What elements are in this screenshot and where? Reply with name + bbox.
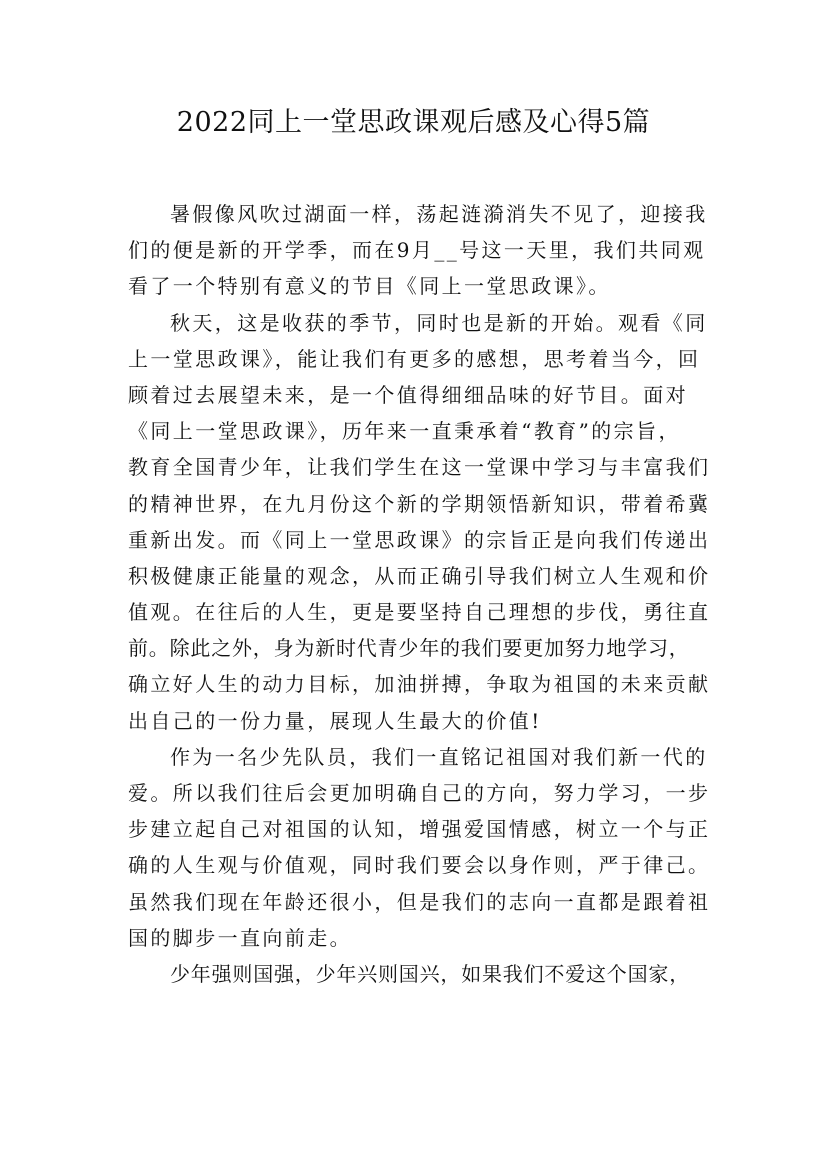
text-line: 确的人生观与价值观，同时我们要会以身作则，严于律己。 — [128, 853, 711, 878]
text-line: 教育全国青少年，让我们学生在这一堂课中学习与丰富我们 — [128, 455, 711, 480]
text-line: 值观。在往后的人生，更是要坚持自己理想的步伐，勇往直 — [128, 600, 711, 625]
text-line: 秋天，这是收获的季节，同时也是新的开始。观看《同 — [170, 310, 708, 335]
text-line: 积极健康正能量的观念，从而正确引导我们树立人生观和价 — [128, 563, 711, 588]
text-line: 前。除此之外，身为新时代青少年的我们要更加努力地学习， — [128, 636, 690, 661]
document-title: 2022同上一堂思政课观后感及心得5篇 — [176, 107, 651, 138]
text-line: 《同上一堂思政课》，历年来一直秉承着“教育”的宗旨， — [128, 419, 681, 444]
text-line: 看了一个特别有意义的节目《同上一堂思政课》。 — [128, 274, 611, 299]
text-line: 爱。所以我们往后会更加明确自己的方向，努力学习，一步 — [128, 781, 711, 805]
text-line: 上一堂思政课》，能让我们有更多的感想，思考着当今，回 — [128, 346, 701, 371]
text-line: 作为一名少先队员，我们一直铭记祖国对我们新一代的 — [170, 744, 708, 769]
text-line: 少年强则国强，少年兴则国兴，如果我们不爱这个国家， — [170, 961, 690, 986]
text-line: 出自己的一份力量，展现人生最大的价值! — [128, 708, 542, 733]
text-line: 步建立起自己对祖国的认知，增强爱国情感，树立一个与正 — [128, 817, 711, 842]
text-line: 顾着过去展望未来，是一个值得细细品味的好节目。面对 — [128, 382, 688, 407]
text-line: 确立好人生的动力目标，加油拼搏，争取为祖国的未来贡献 — [128, 672, 711, 697]
text-line: 国的脚步一直向前走。 — [128, 925, 352, 950]
text-line: 重新出发。而《同上一堂思政课》的宗旨正是向我们传递出 — [128, 527, 711, 552]
document-body — [128, 196, 711, 992]
text-line: 的精神世界，在九月份这个新的学期领悟新知识，带着希冀 — [128, 491, 711, 516]
text-line: 们的便是新的开学季，而在9月__号这一天里，我们共同观 — [128, 238, 706, 263]
text-line: 虽然我们现在年龄还很小，但是我们的志向一直都是跟着祖 — [128, 889, 711, 914]
text-line: 暑假像风吹过湖面一样，荡起涟漪消失不见了，迎接我 — [170, 202, 708, 226]
